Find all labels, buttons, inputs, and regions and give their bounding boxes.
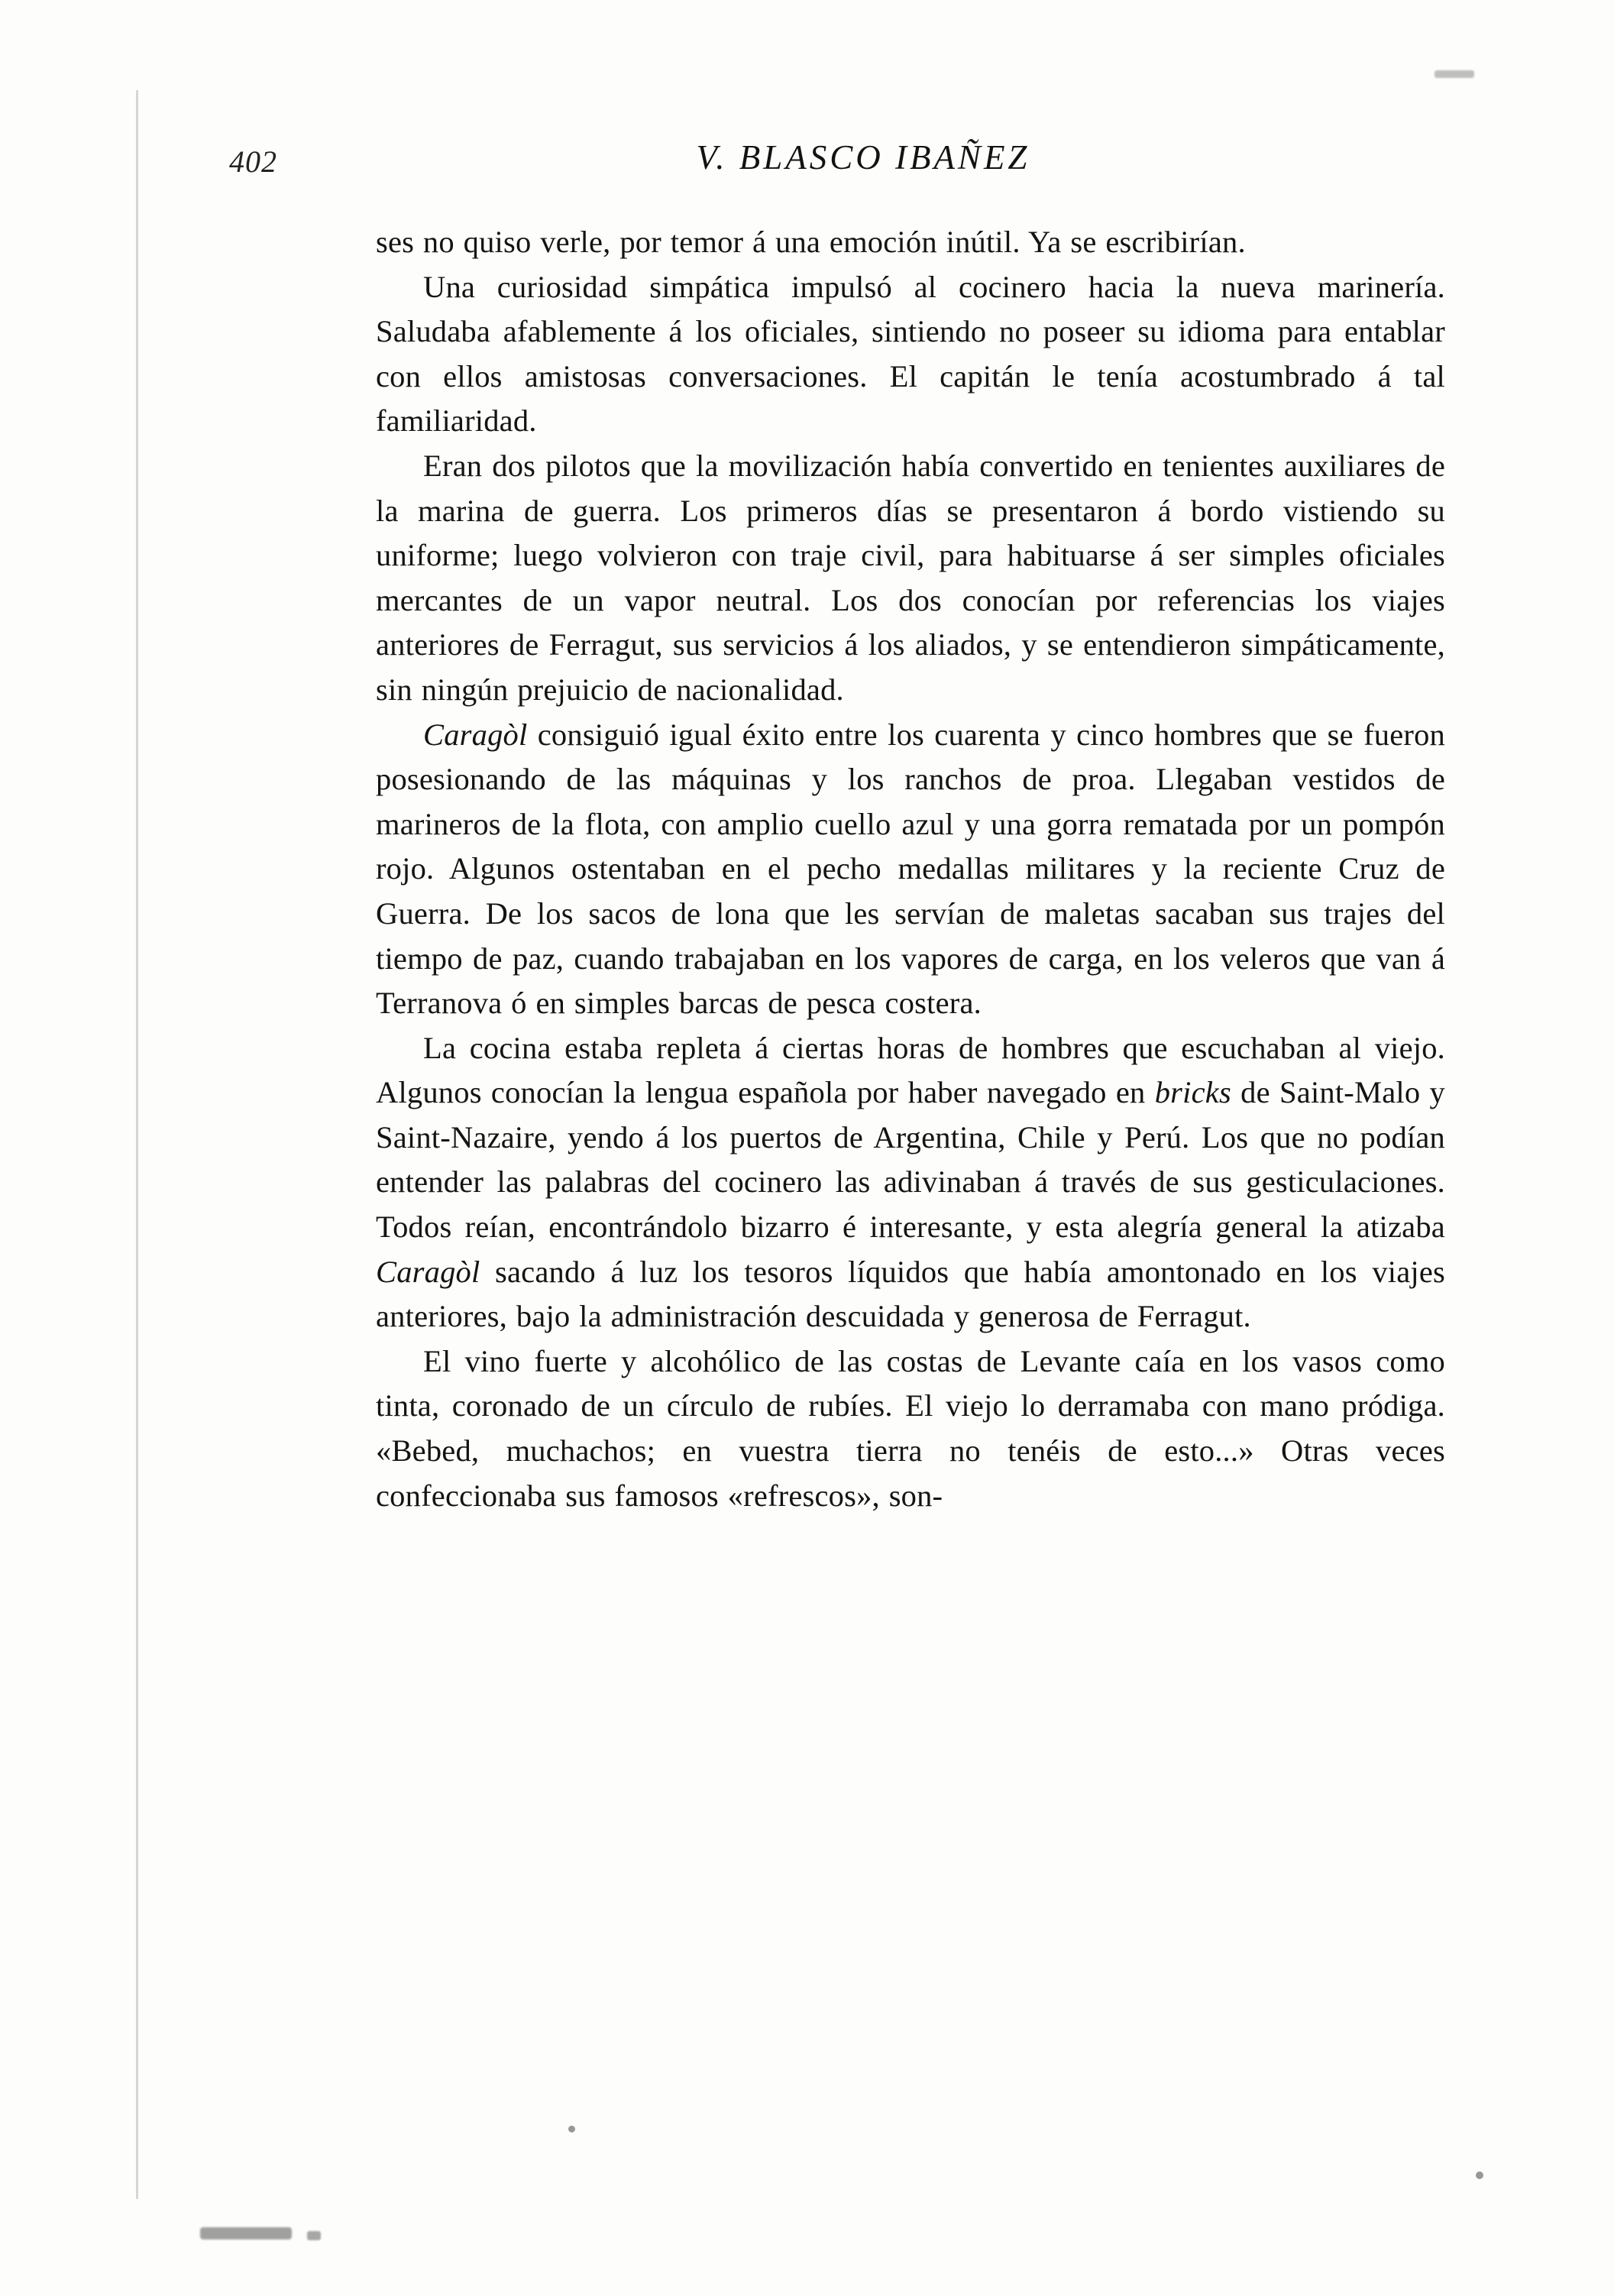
- paragraph-1: ses no quiso verle, por temor á una emoción inútil. Ya se escribirían.: [376, 225, 1246, 259]
- scan-artifact-dot-center: [568, 2126, 575, 2132]
- paragraph-6: El vino fuerte y alcohólico de las costas de Levante caía en los vasos como tinta, coronado de un círculo de rubíes. El viejo lo derramaba con mano pródiga. «Bebed, muchachos; en vuestra tierra no tenéis de esto...» Otras veces confeccionaba sus famosos «refrescos», son-: [376, 1343, 1445, 1513]
- paragraph-2: Una curiosidad simpática impulsó al cocinero hacia la nueva marinería. Saludaba afablemente á los oficiales, sintiendo no poseer su idioma para entablar con ellos amistosas conversaciones. El capitán le tenía acostumbrado á tal familiaridad.: [376, 269, 1445, 439]
- page-margin-rule: [136, 90, 138, 2199]
- scan-artifact-bottom-left: [200, 2227, 292, 2239]
- italic-word-caragol-1: Caragòl: [423, 717, 528, 752]
- scan-artifact-bottom-left-2: [307, 2231, 321, 2240]
- scan-artifact-top: [1434, 70, 1474, 78]
- paragraph-5-part-b: de Saint-Malo y Saint-Nazaire, yendo á los puertos de Argentina, Chile y Perú. Los que no podían entender las palabras del cocinero las adivinaban á través de sus gesticulaciones. Todos reían, encontrándolo bizarro é interesante, y esta alegría general la atizaba: [376, 1075, 1445, 1245]
- paragraph-5-part-c: sacando á luz los tesoros líquidos que había amontonado en los viajes anteriores, bajo la administración descuidada y generosa de Ferragut.: [376, 1254, 1445, 1334]
- paragraph-4: [376, 713, 1445, 1026]
- paragraph-5: [376, 1026, 1445, 1339]
- italic-word-bricks: bricks: [1154, 1075, 1231, 1110]
- italic-word-caragol-2: Caragòl: [376, 1254, 480, 1289]
- scan-artifact-dot-right: [1476, 2171, 1483, 2179]
- paragraph-3: Eran dos pilotos que la movilización había convertido en tenientes auxiliares de la marina de guerra. Los primeros días se presentaron á bordo vistiendo su uniforme; luego volvieron con traje civil, para habituarse á ser simples oficiales mercantes de un vapor neutral. Los dos conocían por referencias los viajes anteriores de Ferragut, sus servicios á los aliados, y se entendieron simpáticamente, sin ningún prejuicio de nacionalidad.: [376, 448, 1445, 707]
- paragraph-4-rest: consiguió igual éxito entre los cuarenta y cinco hombres que se fueron posesionando de las máquinas y los ranchos de proa. Llegaban vestidos de marineros de la flota, con amplio cuello azul y una gorra rematada por un pompón rojo. Algunos ostentaban en el pecho medallas militares y la reciente Cruz de Guerra. De los sacos de lona que les servían de maletas sacaban sus trajes del tiempo de paz, cuando trabajaban en los vapores de carga, en los veleros que van á Terranova ó en simples barcas de pesca costera.: [376, 717, 1445, 1021]
- book-title: V. BLASCO IBAÑEZ: [696, 138, 1030, 176]
- running-head: [229, 138, 1405, 191]
- paragraph-5-part-a: La cocina estaba repleta á ciertas horas de hombres que escuchaban al viejo. Algunos conocían la lengua española por haber navegado en: [376, 1030, 1445, 1110]
- page-number: 402: [229, 144, 277, 179]
- body-text: [376, 220, 1445, 1518]
